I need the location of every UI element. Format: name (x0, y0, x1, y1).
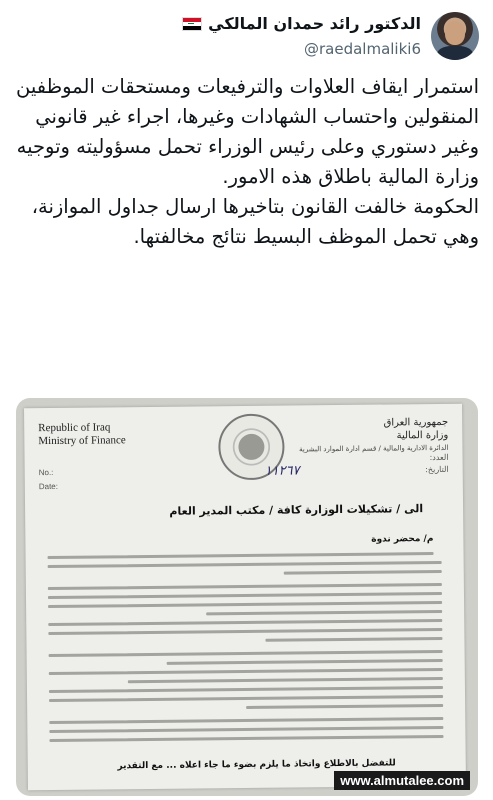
doc-right-line-1: جمهورية العراق (383, 416, 449, 429)
author-avatar[interactable] (431, 12, 479, 60)
doc-subject: م/ محضر ندوة (371, 534, 434, 545)
tweet-body (0, 72, 493, 252)
avatar-face (445, 21, 465, 45)
doc-body-text (48, 552, 444, 748)
doc-fields-right (425, 452, 449, 476)
site-watermark: www.almutalee.com (334, 771, 470, 790)
doc-field-date-ar: التاريخ: (425, 464, 449, 475)
document-paper (24, 404, 466, 791)
doc-handwritten-number: ١١٢٦٧ (264, 463, 300, 479)
author-display-name[interactable]: الدكتور رائد حمدان المالكي (208, 14, 421, 33)
doc-field-no: No.: (38, 468, 54, 478)
doc-left-line-2: Ministry of Finance (38, 434, 126, 448)
doc-left-line-1: Republic of Iraq (38, 421, 111, 435)
tweet-header (0, 0, 493, 70)
doc-recipient-line: الى / تشكيلات الوزارة كافة / مكتب المدير العام (169, 502, 424, 518)
tweet-paragraph-2: الحكومة خالفت القانون بتاخيرها ارسال جداول الموازنة، وهي تحمل الموظف البسيط نتائج مخالفتها. (31, 195, 479, 248)
doc-fields-left (39, 466, 58, 494)
document-header-right (299, 416, 449, 457)
author-handle[interactable]: @raedalmaliki6 (303, 40, 421, 58)
iraq-flag-icon (182, 17, 202, 31)
tweet-media-image[interactable] (16, 398, 478, 796)
document-header-left (38, 421, 126, 448)
avatar-suit (437, 46, 473, 60)
doc-right-line-2: وزارة المالية (396, 429, 449, 442)
doc-closing-line: للتفضل بالاطلاع واتخاذ ما يلزم بضوء ما جاء اعلاه ... مع التقدير (117, 758, 396, 772)
author-name-row[interactable] (182, 14, 421, 33)
tweet-paragraph-1: استمرار ايقاف العلاوات والترفيعات ومستحقات الموظفين المنقولين واحتساب الشهادات وغيرها، اجراء غير قانوني وغير دستوري وعلى رئيس الوزراء تحمل مسؤوليته وتوجيه وزارة المالية باطلاق هذه الامور. (15, 75, 479, 188)
doc-right-sub: الدائرة الادارية والمالية / قسم ادارة الموارد البشرية (299, 443, 449, 454)
doc-field-date: Date: (38, 481, 59, 492)
doc-field-no-ar: العدد: (429, 452, 449, 463)
